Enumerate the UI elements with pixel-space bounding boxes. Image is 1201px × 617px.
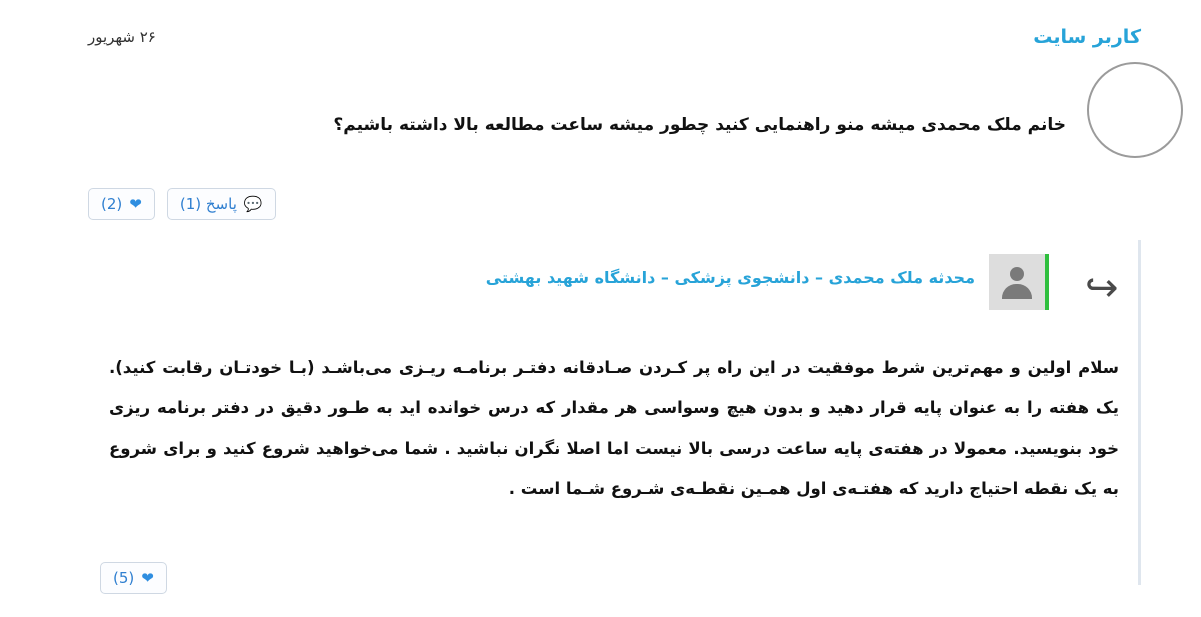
heart-icon: ❤ (141, 568, 154, 587)
answer-text: سلام اولین و مهم‌ترین شرط موفقیت در این راه پر کـردن صـادقانه دفتـر برنامـه ریـزی می‌باشـد (بـا خودتـان رقابت کنید). یک هفته را به عنوان پایه قرار دهید و بدون هیچ وسواسی هر مقدار که درس خوانده اید به طـور دقیق در دفتر برنامه ریزی خود بنویسید. معمولا در هفته‌ی پایه ساعت درسی بالا نیست اما اصلا نگران نباشید . شما می‌خواهید شروع کنید و برای شروع به یک نقطه احتیاج دارید که هفتـه‌ی اول همـین نقطـه‌ی شـروع شـما است . (109, 358, 1119, 499)
answer-author-name: محدثه ملک محمدی – دانشجوی پزشکی – دانشگاه شهید بهشتی (485, 268, 975, 287)
reply-count-label: پاسخ (1) (179, 195, 237, 213)
like-count-label: (2) (101, 195, 123, 213)
site-user-label: کاربر سایت (1033, 26, 1141, 48)
answer-block (61, 240, 1141, 585)
heart-icon: ❤ (129, 194, 142, 213)
page-header (0, 18, 1201, 58)
answer-like-button[interactable] (100, 562, 167, 594)
reply-count-button[interactable] (167, 188, 276, 220)
reply-arrow-icon: ↩ (1085, 265, 1119, 311)
question-actions (88, 188, 276, 220)
answer-like-count-label: (5) (113, 569, 135, 587)
questioner-avatar (1087, 62, 1183, 158)
user-avatar-icon (1000, 265, 1034, 299)
answer-author-avatar (989, 254, 1045, 310)
question-text: خانم ملک محمدی میشه منو راهنمایی کنید چطور میشه ساعت مطالعه بالا داشته باشیم؟ (333, 115, 1066, 135)
answer-accent-bar (1138, 240, 1141, 585)
comment-icon: 💬 (243, 194, 263, 213)
answer-actions (100, 562, 167, 594)
post-date: ۲۶ شهریور (88, 28, 156, 46)
like-count-button[interactable] (88, 188, 155, 220)
